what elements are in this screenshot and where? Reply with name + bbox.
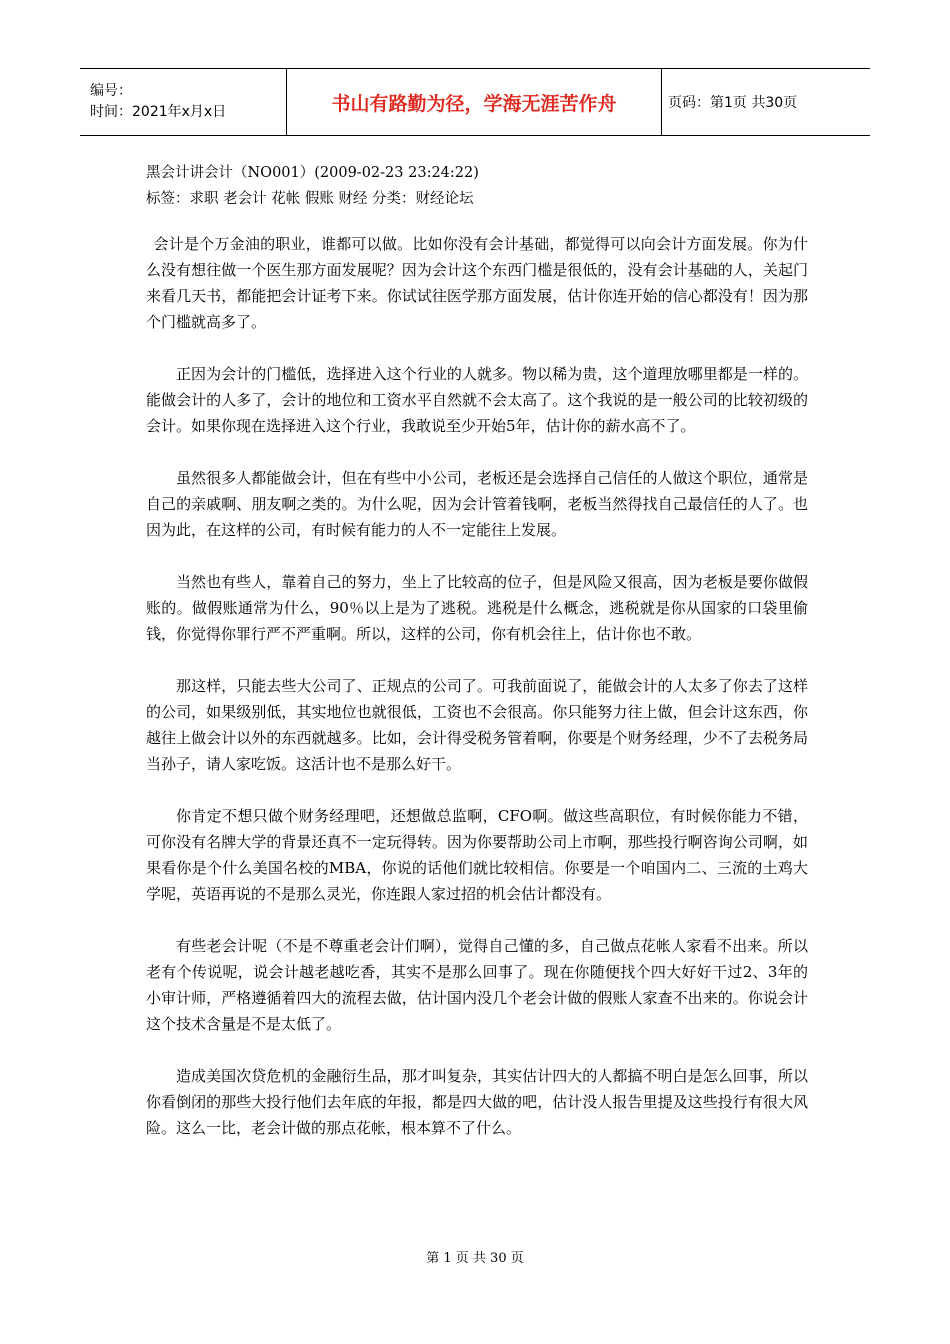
paragraph: 你肯定不想只做个财务经理吧，还想做总监啊，CFO啊。做这些高职位，有时候你能力不错，可你没有名牌大学的背景还真不一定玩得转。因为你要帮助公司上市啊，那些投行啊咨询公司啊，如果看你是个什么美国名校的MBA，你说的话他们就比较相信。你要是一个咱国内二、三流的土鸡大学呢，英语再说的不是那么灵光，你连跟人家过招的机会估计都没有。 xyxy=(146,807,808,903)
paragraph: 有些老会计呢（不是不尊重老会计们啊），觉得自己懂的多，自己做点花帐人家看不出来。所以老有个传说呢，说会计越老越吃香，其实不是那么回事了。现在你随便找个四大好好干过2、3年的小审计师，严格遵循着四大的流程去做，估计国内没几个老会计做的假账人家查不出来的。你说会计这个技术含量是不是太低了。 xyxy=(146,937,808,1033)
paragraph: 造成美国次贷危机的金融衍生品，那才叫复杂，其实估计四大的人都搞不明白是怎么回事，所以你看倒闭的那些大投行他们去年底的年报，都是四大做的吧，估计没人报告里提及这些投行有很大风险。这么一比，老会计做的那点花帐，根本算不了什么。 xyxy=(146,1067,808,1137)
page-footer: 第 1 页 共 30 页 xyxy=(426,1251,524,1266)
paragraph: 虽然很多人都能做会计，但在有些中小公司，老板还是会选择自己信任的人做这个职位，通常是自己的亲戚啊、朋友啊之类的。为什么呢，因为会计管着钱啊，老板当然得找自己最信任的人了。也因为此，在这样的公司，有时候有能力的人不一定能往上发展。 xyxy=(146,469,808,539)
motto: 书山有路勤为径，学海无涯苦作舟 xyxy=(287,69,662,136)
article-tags: 标签：求职 老会计 花帐 假账 财经 分类：财经论坛 xyxy=(146,191,474,207)
paragraph: 正因为会计的门槛低，选择进入这个行业的人就多。物以稀为贵，这个道理放哪里都是一样的。能做会计的人多了，会计的地位和工资水平自然就不会太高了。这个我说的是一般公司的比较初级的会计。如果你现在选择进入这个行业，我敢说至少开始5年，估计你的薪水高不了。 xyxy=(146,365,808,435)
paragraph: 那这样，只能去些大公司了、正规点的公司了。可我前面说了，能做会计的人太多了你去了这样的公司，如果级别低，其实地位也就很低，工资也不会很高。你只能努力往上做，但会计这东西，你越往上做会计以外的东西就越多。比如，会计得受税务管着啊，你要是个财务经理，少不了去税务局当孙子，请人家吃饭。这活计也不是那么好干。 xyxy=(146,677,808,773)
article-title: 黑会计讲会计（NO001）(2009-02-23 23:24:22) xyxy=(146,165,479,181)
article-body xyxy=(146,231,808,1167)
paragraph: 当然也有些人，靠着自己的努力，坐上了比较高的位子，但是风险又很高，因为老板是要你做假账的。做假账通常为什么，90％以上是为了逃税。逃税是什么概念，逃税就是你从国家的口袋里偷钱，你觉得你罪行严不严重啊。所以，这样的公司，你有机会往上，估计你也不敢。 xyxy=(146,573,808,643)
date-label: 时间：2021年x月x日 xyxy=(90,104,227,120)
document-header xyxy=(80,68,870,136)
paragraph: 会计是个万金油的职业，谁都可以做。比如你没有会计基础，都觉得可以向会计方面发展。你为什么没有想往做一个医生那方面发展呢？因为会计这个东西门槛是很低的，没有会计基础的人，关起门来看几天书，都能把会计证考下来。你试试往医学那方面发展，估计你连开始的信心都没有！因为那个门槛就高多了。 xyxy=(146,235,808,331)
header-meta-cell xyxy=(80,69,287,136)
article-meta xyxy=(146,160,479,212)
code-label: 编号： xyxy=(90,83,132,99)
page-info: 页码：第1页 共30页 xyxy=(662,69,871,136)
